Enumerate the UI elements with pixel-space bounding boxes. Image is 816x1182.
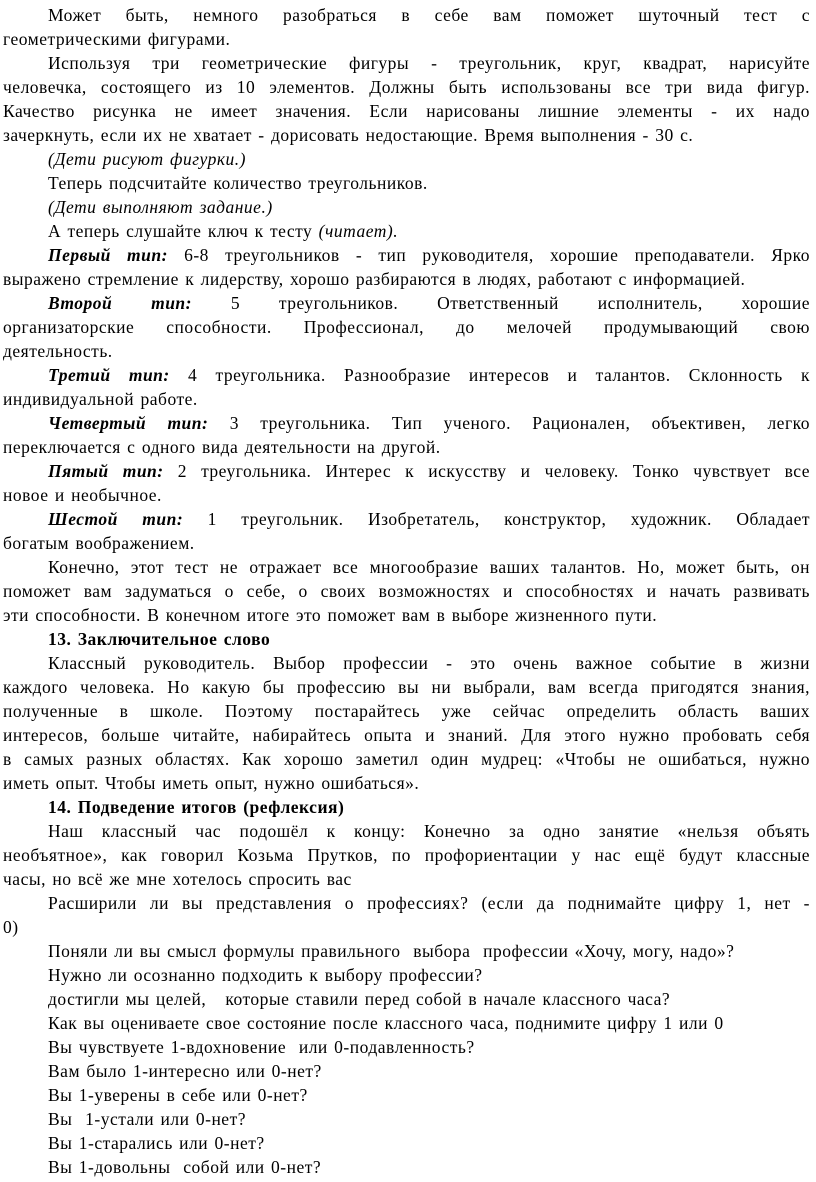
text-run: достигли мы целей, которые ставили перед собой в начале классного часа? [48, 989, 671, 1009]
text-line [3, 243, 810, 267]
text-line [3, 315, 810, 339]
text-line [3, 1083, 810, 1107]
text-line [3, 699, 810, 723]
text-line [3, 987, 810, 1011]
text-line [3, 51, 810, 75]
text-run: геометрическими фигурами. [3, 29, 231, 49]
text-line [3, 99, 810, 123]
text-line [3, 747, 810, 771]
text-run: Первый тип: [48, 245, 185, 265]
text-line [3, 1131, 810, 1155]
text-line [3, 483, 810, 507]
text-run: поможет вам задуматься о себе, о своих возможностях и способностях и начать развивать [3, 581, 810, 601]
text-line [3, 219, 810, 243]
text-line [3, 795, 810, 819]
text-line [3, 723, 810, 747]
text-run: 5 треугольников. Ответственный исполнитель, хорошие [230, 293, 810, 313]
text-run: 14. Подведение итогов (рефлексия) [48, 797, 345, 817]
text-line [3, 1155, 810, 1179]
text-run: Пятый тип: [48, 461, 178, 481]
text-line [3, 1107, 810, 1131]
text-run: Четвертый тип: [48, 413, 230, 433]
text-line [3, 555, 810, 579]
text-run: 4 треугольника. Разнообразие интересов и талантов. Склонность к [187, 365, 810, 385]
text-run: Как вы оцениваете свое состояние после классного часа, поднимите цифру 1 или 0 [48, 1013, 724, 1033]
text-line [3, 171, 810, 195]
text-run: часы, но всё же мне хотелось спросить вас [3, 869, 352, 889]
text-run: Вы 1-уверены в себе или 0-нет? [48, 1085, 308, 1105]
text-run: Расширили ли вы представления о профессиях? (если да поднимайте цифру 1, нет - [48, 893, 810, 913]
text-line [3, 3, 810, 27]
text-line [3, 363, 810, 387]
text-run: Качество рисунка не имеет значения. Если нарисованы лишние элементы - их надо [3, 101, 810, 121]
text-run: Нужно ли осознанно подходить к выбору профессии? [48, 965, 483, 985]
text-run: А теперь слушайте ключ к тесту [48, 221, 319, 241]
text-run: 13. Заключительное слово [48, 629, 271, 649]
text-line [3, 435, 810, 459]
text-run: Вы чувствуете 1-вдохновение или 0-подавленность? [48, 1037, 475, 1057]
text-run: интересов, больше читайте, набирайтесь опыта и знаний. Для этого нужно пробовать себя [3, 725, 810, 745]
text-line [3, 147, 810, 171]
text-line [3, 507, 810, 531]
text-line [3, 459, 810, 483]
text-run: эти способности. В конечном итоге это поможет вам в выборе жизненного пути. [3, 605, 658, 625]
text-line [3, 411, 810, 435]
text-run: Шестой тип: [48, 509, 208, 529]
text-run: каждого человека. Но какую бы профессию вы ни выбрали, вам всегда пригодятся знания, [3, 677, 810, 697]
text-run: иметь опыт. Чтобы иметь опыт, нужно ошибаться». [3, 773, 420, 793]
text-run: Вы 1-старались или 0-нет? [48, 1133, 265, 1153]
text-run: Вам было 1-интересно или 0-нет? [48, 1061, 322, 1081]
text-run: зачеркнуть, если их не хватает - дорисовать недостающие. Время выполнения - 30 с. [3, 125, 694, 145]
text-line [3, 339, 810, 363]
text-line [3, 1011, 810, 1035]
text-line [3, 603, 810, 627]
text-line [3, 123, 810, 147]
text-run: Наш классный час подошёл к концу: Конечно за одно занятие «нельзя объять [48, 821, 810, 841]
text-run: 1 треугольник. Изобретатель, конструктор, художник. Обладает [207, 509, 811, 529]
text-line [3, 963, 810, 987]
text-run: Конечно, этот тест не отражает все многообразие ваших талантов. Но, может быть, он [48, 557, 810, 577]
text-run: 2 треугольника. Интерес к искусству и человеку. Тонко чувствует все [177, 461, 810, 481]
text-run: богатым воображением. [3, 533, 195, 553]
text-run: Используя три геометрические фигуры - треугольник, круг, квадрат, нарисуйте [48, 53, 810, 73]
text-run: переключается с одного вида деятельности на другой. [3, 437, 441, 457]
text-run: Поняли ли вы смысл формулы правильного выбора профессии «Хочу, могу, надо»? [48, 941, 735, 961]
text-line [3, 75, 810, 99]
text-line [3, 819, 810, 843]
text-line [3, 579, 810, 603]
text-line [3, 915, 810, 939]
text-run: организаторские способности. Профессионал, до мелочей продумывающий свою [3, 317, 810, 337]
text-run: в самых разных областях. Как хорошо заметил один мудрец: «Чтобы не ошибаться, нужно [3, 749, 810, 769]
text-run: (Дети выполняют задание.) [48, 197, 273, 217]
text-line [3, 195, 810, 219]
text-line [3, 1035, 810, 1059]
text-line [3, 627, 810, 651]
text-run: человечка, состоящего из 10 элементов. Должны быть использованы все три вида фигур. [3, 77, 810, 97]
text-run: необъятное», как говорил Козьма Прутков, по профориентации у нас ещё будут классные [3, 845, 810, 865]
text-line [3, 1059, 810, 1083]
text-line [3, 867, 810, 891]
text-run: Теперь подсчитайте количество треугольников. [48, 173, 428, 193]
text-line [3, 843, 810, 867]
text-line [3, 651, 810, 675]
text-run: Может быть, немного разобраться в себе вам поможет шуточный тест с [48, 5, 810, 25]
document-text [3, 3, 810, 1179]
text-run: 0) [3, 917, 19, 937]
text-run: Третий тип: [48, 365, 188, 385]
text-run: (Дети рисуют фигурки.) [48, 149, 246, 169]
text-line [3, 531, 810, 555]
text-run: деятельность. [3, 341, 113, 361]
text-run: Вы 1-устали или 0-нет? [48, 1109, 246, 1129]
text-run: новое и необычное. [3, 485, 162, 505]
text-line [3, 891, 810, 915]
text-run: полученные в школе. Поэтому постарайтесь уже сейчас определить область ваших [3, 701, 810, 721]
text-run: выражено стремление к лидерству, хорошо разбираются в людях, работают с информацией. [3, 269, 746, 289]
text-run: Вы 1-довольны собой или 0-нет? [48, 1157, 322, 1177]
text-run: (читает). [318, 221, 399, 241]
text-run: Классный руководитель. Выбор профессии - это очень важное событие в жизни [48, 653, 810, 673]
text-run: индивидуальной работе. [3, 389, 198, 409]
text-run: Второй тип: [48, 293, 231, 313]
text-run: 6-8 треугольников - тип руководителя, хорошие преподаватели. Ярко [184, 245, 810, 265]
text-line [3, 771, 810, 795]
text-line [3, 675, 810, 699]
text-line [3, 27, 810, 51]
text-line [3, 387, 810, 411]
text-line [3, 267, 810, 291]
text-line [3, 291, 810, 315]
text-run: 3 треугольника. Тип ученого. Рационален, объективен, легко [229, 413, 810, 433]
text-line [3, 939, 810, 963]
